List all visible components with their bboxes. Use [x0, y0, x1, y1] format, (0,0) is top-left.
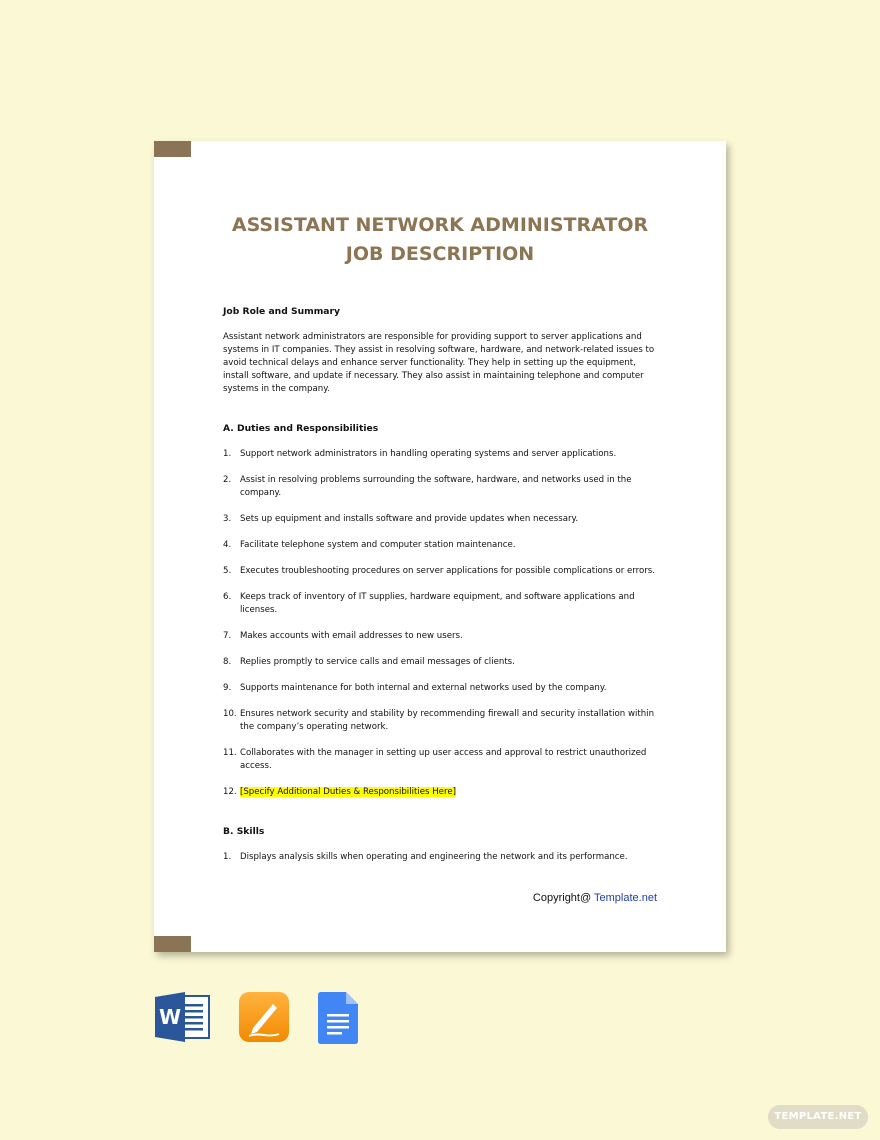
item-text: Ensures network security and stability by recommending firewall and security installation within the company’s operating network.: [240, 709, 655, 732]
template-net-watermark: TEMPLATE.NET: [768, 1105, 868, 1129]
title-line-2: JOB DESCRIPTION: [345, 243, 535, 265]
item-text: Replies promptly to service calls and email messages of clients.: [240, 657, 515, 667]
item-number: 8.: [223, 657, 232, 667]
item-text: Executes troubleshooting procedures on server applications for possible complications or errors.: [240, 566, 655, 576]
item-text: Keeps track of inventory of IT supplies, hardware equipment, and software applications and licenses.: [240, 592, 635, 615]
list-item: [223, 786, 659, 799]
list-item: [223, 474, 659, 500]
google-docs-icon[interactable]: [318, 992, 358, 1049]
document-page: [154, 141, 726, 952]
item-number: 11.: [223, 748, 237, 758]
copyright-note: [533, 892, 657, 904]
duties-heading: A. Duties and Responsibilities: [223, 423, 379, 434]
list-item: [223, 591, 659, 617]
item-number: 12.: [223, 787, 237, 797]
skills-list: [223, 851, 659, 864]
list-item: [223, 747, 659, 773]
list-item: [223, 851, 659, 864]
template-net-link[interactable]: Template.net: [594, 892, 657, 904]
item-number: 4.: [223, 540, 232, 550]
item-text: Makes accounts with email addresses to new users.: [240, 631, 463, 641]
title-line-1: ASSISTANT NETWORK ADMINISTRATOR: [231, 214, 649, 236]
item-text: Facilitate telephone system and computer station maintenance.: [240, 540, 516, 550]
item-number: 2.: [223, 475, 232, 485]
item-number: 6.: [223, 592, 232, 602]
document-title: [154, 211, 726, 269]
item-text: Supports maintenance for both internal and external networks used by the company.: [240, 683, 607, 693]
item-text: Displays analysis skills when operating and engineering the network and its performance.: [240, 852, 628, 862]
item-text: Support network administrators in handling operating systems and server applications.: [240, 449, 617, 459]
list-item: [223, 682, 659, 695]
item-text: Collaborates with the manager in setting up user access and approval to restrict unauthorized access.: [240, 748, 647, 771]
list-item: [223, 448, 659, 461]
item-number: 10.: [223, 709, 237, 719]
item-number: 1.: [223, 852, 232, 862]
item-number: 9.: [223, 683, 232, 693]
document-body: [223, 305, 659, 877]
pages-icon[interactable]: [239, 992, 289, 1047]
item-text: Sets up equipment and installs software and provide updates when necessary.: [240, 514, 579, 524]
summary-heading: Job Role and Summary: [223, 306, 341, 317]
top-corner-tab: [154, 141, 191, 157]
item-number: 7.: [223, 631, 232, 641]
item-number: 3.: [223, 514, 232, 524]
list-item: [223, 630, 659, 643]
list-item: [223, 656, 659, 669]
skills-heading: B. Skills: [223, 826, 265, 837]
list-item: [223, 565, 659, 578]
summary-text: Assistant network administrators are responsible for providing support to server applications and systems in IT companies. They assist in resolving software, hardware, and network-related issues to avoid technical delays and enhance server functionality. They help in setting up the equipment, install software, and update if necessary. They also assist in maintaining telephone and computer systems in the company.: [223, 332, 655, 394]
word-icon[interactable]: [155, 992, 211, 1047]
placeholder-highlight: [Specify Additional Duties & Responsibilities Here]: [240, 787, 456, 797]
svg-text:W: W: [158, 1005, 182, 1029]
copyright-prefix: Copyright@: [532, 892, 595, 904]
duties-list: [223, 448, 659, 799]
bottom-corner-tab: [154, 936, 191, 952]
list-item: [223, 708, 659, 734]
list-item: [223, 513, 659, 526]
list-item: [223, 539, 659, 552]
item-text: Assist in resolving problems surrounding the software, hardware, and networks used in the company.: [240, 475, 632, 498]
item-number: 1.: [223, 449, 232, 459]
item-number: 5.: [223, 566, 232, 576]
